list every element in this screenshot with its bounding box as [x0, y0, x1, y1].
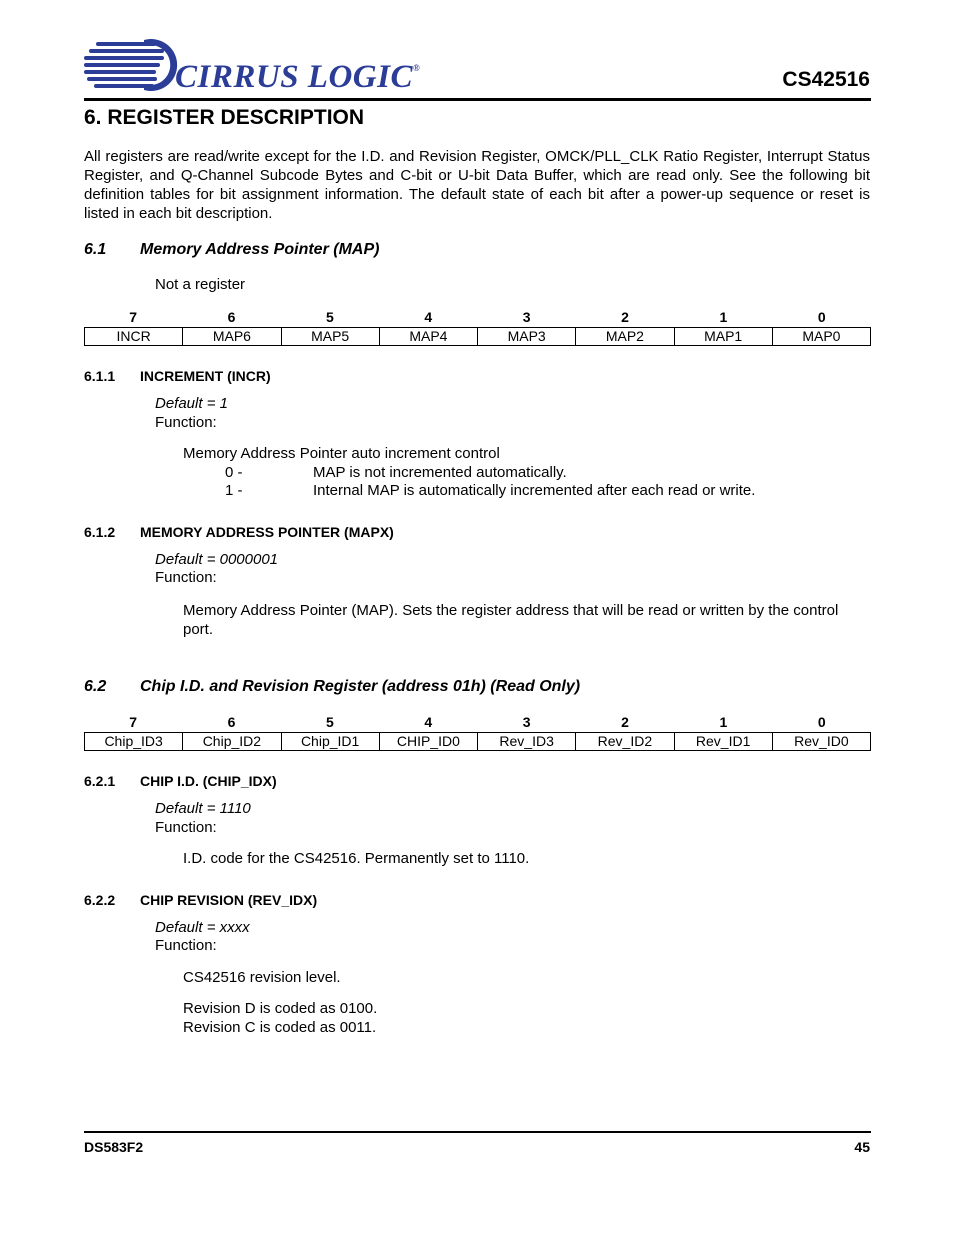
bit-number: 1 [719, 309, 728, 325]
logo-text: CIRRUS LOGIC® [175, 59, 421, 95]
bit-number: 3 [522, 714, 531, 730]
value-row [225, 464, 567, 481]
default-value: Default = 0000001 [155, 551, 279, 568]
document-id: CS42516 [782, 68, 870, 91]
bit-number: 6 [227, 309, 236, 325]
bit-cell: MAP1 [674, 328, 772, 346]
footer-rule [84, 1131, 871, 1133]
bit-cell: MAP4 [379, 328, 477, 346]
default-value: Default = 1110 [155, 800, 251, 817]
header-rule [84, 98, 871, 101]
bit-cell: MAP6 [183, 328, 281, 346]
bit-cell: Rev_ID3 [478, 733, 576, 751]
bit-cell: INCR [85, 328, 183, 346]
heading-6-2: 6.2 Chip I.D. and Revision Register (address 01h) (Read Only) [84, 678, 581, 695]
function-label: Function: [155, 414, 217, 431]
heading-6-1-1: 6.1.1 INCREMENT (INCR) [84, 368, 271, 384]
intro-paragraph: All registers are read/write except for the I.D. and Revision Register, OMCK/PLL_CLK Ratio Register, Interrupt Status Register, and Q-Channel Subcode Bytes and C-bit or U-bit Data Buffer, which are read only. See the following bit definition tables for bit assignment information. The default state of each bit after a power-up sequence or reset is listed in each bit description. [84, 148, 870, 222]
bit-cell: Chip_ID1 [281, 733, 379, 751]
chip-id-register-table [84, 732, 871, 751]
bit-cell: Chip_ID2 [183, 733, 281, 751]
value-code: 1 - [225, 482, 243, 499]
bit-cell: MAP5 [281, 328, 379, 346]
heading-6-2-1: 6.2.1 CHIP I.D. (CHIP_IDX) [84, 773, 277, 789]
function-description: Memory Address Pointer (MAP). Sets the register address that will be read or written by the control port. [183, 602, 839, 638]
heading-6-1: 6.1 Memory Address Pointer (MAP) [84, 241, 380, 258]
bit-number: 5 [326, 714, 334, 730]
chip-bit-numbers [84, 714, 871, 730]
bit-number: 1 [719, 714, 728, 730]
bit-number: 5 [326, 309, 334, 325]
function-label: Function: [155, 569, 217, 586]
default-value: Default = xxxx [155, 919, 250, 936]
bit-number: 0 [817, 714, 826, 730]
bit-cell: Chip_ID3 [85, 733, 183, 751]
bit-cell: MAP0 [772, 328, 870, 346]
bit-number: 7 [129, 309, 138, 325]
function-description: I.D. code for the CS42516. Permanently set to 1110. [183, 850, 530, 867]
bit-cell: Rev_ID2 [576, 733, 674, 751]
bit-number: 4 [424, 714, 433, 730]
map-bit-numbers [84, 309, 871, 325]
revision-line: Revision D is coded as 0100. [183, 1000, 378, 1017]
map-register-table [84, 327, 871, 346]
heading-6-1-2: 6.1.2 MEMORY ADDRESS POINTER (MAPX) [84, 524, 394, 540]
heading-6-2-2: 6.2.2 CHIP REVISION (REV_IDX) [84, 892, 318, 908]
function-label: Function: [155, 937, 217, 954]
bit-number: 0 [817, 309, 826, 325]
bit-cell: MAP2 [576, 328, 674, 346]
value-text: Internal MAP is automatically incremented after each read or write. [313, 482, 756, 499]
value-text: MAP is not incremented automatically. [313, 464, 567, 481]
footer-page-number: 45 [854, 1139, 870, 1155]
footer-doc-number: DS583F2 [84, 1139, 144, 1155]
bit-cell: Rev_ID1 [674, 733, 772, 751]
function-description: Memory Address Pointer auto increment control [183, 445, 500, 462]
bit-number: 2 [621, 714, 629, 730]
not-a-register-note: Not a register [155, 276, 246, 293]
value-row [225, 482, 756, 499]
bit-number: 2 [621, 309, 629, 325]
function-label: Function: [155, 819, 217, 836]
bit-number: 4 [424, 309, 433, 325]
bit-cell: Rev_ID0 [772, 733, 870, 751]
bit-cell: CHIP_ID0 [379, 733, 477, 751]
bit-number: 6 [227, 714, 236, 730]
function-description: CS42516 revision level. [183, 969, 341, 986]
revision-line: Revision C is coded as 0011. [183, 1019, 377, 1036]
section-title: 6. REGISTER DESCRIPTION [84, 106, 365, 129]
bit-number: 3 [522, 309, 531, 325]
bit-number: 7 [129, 714, 138, 730]
bit-cell: MAP3 [478, 328, 576, 346]
value-code: 0 - [225, 464, 243, 481]
default-value: Default = 1 [155, 395, 228, 412]
